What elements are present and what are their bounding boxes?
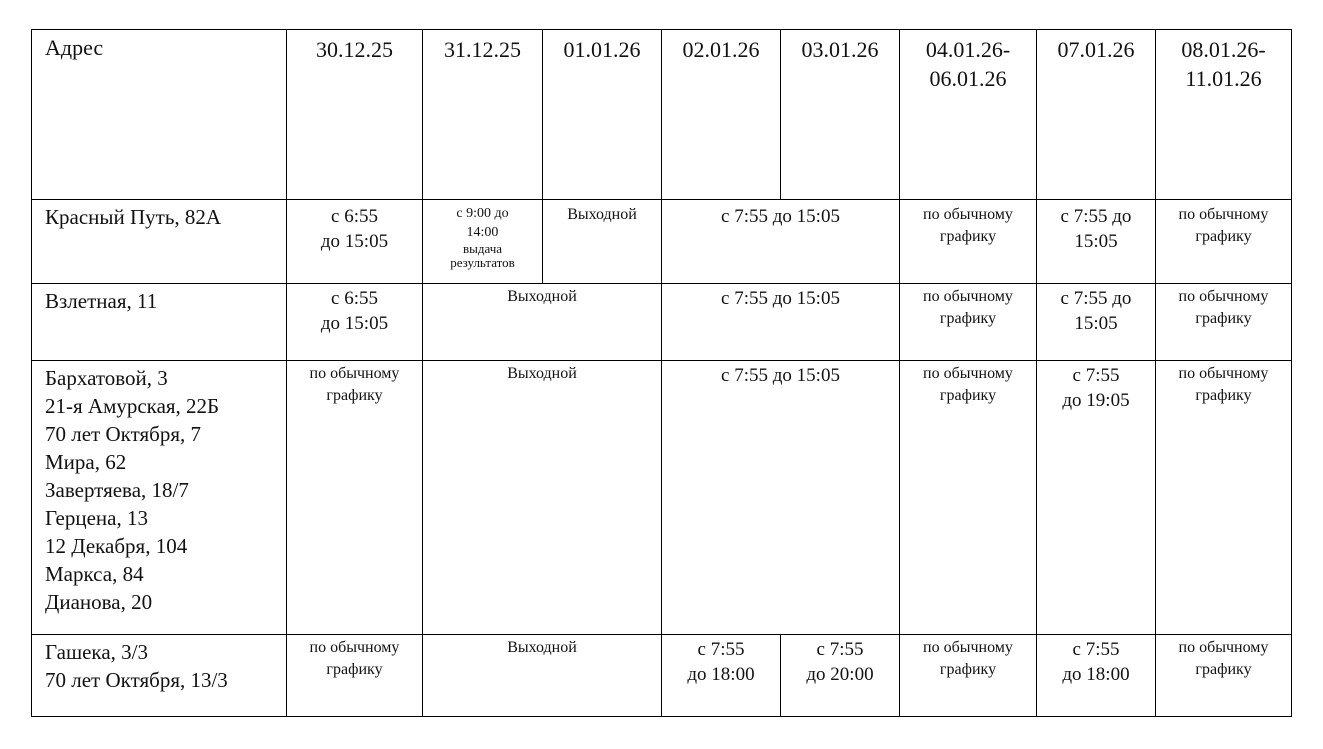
header-date-range-end: 06.01.26 — [929, 66, 1007, 91]
header-date-07-01-26: 07.01.26 — [1037, 30, 1156, 200]
cell-07-01 — [1037, 200, 1156, 284]
table-row — [32, 635, 1292, 717]
schedule-text: графику — [1195, 661, 1252, 678]
note-text: результатов — [450, 255, 515, 270]
address-cell — [32, 284, 287, 361]
cell-02-01 — [662, 635, 781, 717]
cell-31-12-01-01: Выходной — [423, 284, 662, 361]
hours-text: до 19:05 — [1062, 390, 1130, 411]
address-line: 70 лет Октября, 7 — [45, 422, 201, 446]
address-line: 12 Декабря, 104 — [45, 534, 188, 558]
hours-text: с 7:55 — [697, 639, 745, 660]
header-address: Адрес — [32, 30, 287, 200]
schedule-text: графику — [939, 387, 997, 404]
schedule-text: по обычному — [1178, 639, 1269, 656]
hours-text: 15:05 — [1074, 313, 1118, 334]
header-date-range-start: 04.01.26- — [925, 37, 1011, 62]
hours-text: с 6:55 — [331, 288, 378, 309]
cell-30-12 — [287, 284, 423, 361]
address-cell — [32, 200, 287, 284]
address-line: Дианова, 20 — [45, 590, 153, 614]
header-date-range-start: 08.01.26- — [1181, 37, 1266, 62]
cell-04-06-01 — [900, 284, 1037, 361]
address-line: Взлетная, 11 — [45, 289, 158, 313]
schedule-text: графику — [939, 661, 997, 678]
cell-07-01 — [1037, 284, 1156, 361]
schedule-text: графику — [1195, 310, 1252, 327]
cell-08-11-01 — [1156, 200, 1292, 284]
address-line: Мира, 62 — [45, 450, 127, 474]
header-date-31-12-25: 31.12.25 — [423, 30, 543, 200]
schedule-text: графику — [939, 310, 997, 327]
schedule-text: по обычному — [923, 365, 1013, 382]
cell-08-11-01 — [1156, 635, 1292, 717]
cell-04-06-01 — [900, 635, 1037, 717]
address-line: Герцена, 13 — [45, 506, 148, 530]
schedule-text: по обычному — [1178, 288, 1269, 305]
header-date-01-01-26: 01.01.26 — [543, 30, 662, 200]
hours-text: с 7:55 до — [1060, 288, 1132, 309]
cell-04-06-01 — [900, 200, 1037, 284]
address-cell — [32, 361, 287, 635]
cell-02-03-01: с 7:55 до 15:05 — [662, 284, 900, 361]
schedule-text: по обычному — [309, 365, 400, 382]
cell-30-12 — [287, 635, 423, 717]
cell-07-01 — [1037, 361, 1156, 635]
cell-02-03-01: с 7:55 до 15:05 — [662, 361, 900, 635]
note-text: выдача — [462, 241, 503, 256]
address-line: 21-я Амурская, 22Б — [45, 394, 220, 418]
header-date-range-end: 11.01.26 — [1185, 66, 1262, 91]
address-line: 70 лет Октября, 13/3 — [45, 668, 228, 692]
cell-07-01 — [1037, 635, 1156, 717]
schedule-text: по обычному — [1178, 206, 1269, 223]
hours-text: с 9:00 до — [456, 206, 509, 221]
hours-text: до 20:00 — [806, 664, 874, 685]
cell-03-01 — [781, 635, 900, 717]
hours-text: до 15:05 — [320, 231, 389, 252]
schedule-text: по обычному — [923, 288, 1013, 305]
hours-text: с 7:55 — [1072, 639, 1120, 660]
cell-04-06-01 — [900, 361, 1037, 635]
cell-02-03-01: с 7:55 до 15:05 — [662, 200, 900, 284]
schedule-text: по обычному — [309, 639, 400, 656]
hours-text: с 7:55 — [1072, 365, 1120, 386]
cell-31-12 — [423, 200, 543, 284]
schedule-text: графику — [1195, 228, 1252, 245]
address-cell — [32, 635, 287, 717]
schedule-text: графику — [326, 661, 383, 678]
address-line: Завертяева, 18/7 — [45, 478, 189, 502]
header-date-04-06-01-26 — [900, 30, 1037, 200]
hours-text: с 7:55 до — [1060, 206, 1132, 227]
hours-text: до 18:00 — [687, 664, 755, 685]
cell-31-12-01-01: Выходной — [423, 635, 662, 717]
schedule-text: по обычному — [923, 206, 1013, 223]
cell-31-12-01-01: Выходной — [423, 361, 662, 635]
header-row — [32, 30, 1292, 200]
header-date-03-01-26: 03.01.26 — [781, 30, 900, 200]
address-line: Маркса, 84 — [45, 562, 144, 586]
hours-text: с 6:55 — [331, 206, 378, 227]
schedule-text: графику — [326, 387, 383, 404]
table-row — [32, 361, 1292, 635]
hours-text: 14:00 — [466, 225, 499, 240]
cell-01-01: Выходной — [543, 200, 662, 284]
address-line: Бархатовой, 3 — [45, 366, 168, 390]
hours-text: с 7:55 — [816, 639, 864, 660]
table-row — [32, 200, 1292, 284]
cell-30-12 — [287, 361, 423, 635]
cell-30-12 — [287, 200, 423, 284]
schedule-text: графику — [1195, 387, 1252, 404]
header-date-02-01-26: 02.01.26 — [662, 30, 781, 200]
schedule-text: по обычному — [923, 639, 1013, 656]
schedule-text: по обычному — [1178, 365, 1269, 382]
header-date-30-12-25: 30.12.25 — [287, 30, 423, 200]
header-date-08-11-01-26 — [1156, 30, 1292, 200]
cell-08-11-01 — [1156, 361, 1292, 635]
address-line: Красный Путь, 82А — [45, 205, 222, 229]
table-row — [32, 284, 1292, 361]
schedule-text: графику — [939, 228, 997, 245]
schedule-table — [31, 29, 1292, 717]
hours-text: до 15:05 — [320, 313, 389, 334]
hours-text: до 18:00 — [1062, 664, 1130, 685]
cell-08-11-01 — [1156, 284, 1292, 361]
hours-text: 15:05 — [1074, 231, 1118, 252]
address-line: Гашека, 3/3 — [45, 640, 148, 664]
